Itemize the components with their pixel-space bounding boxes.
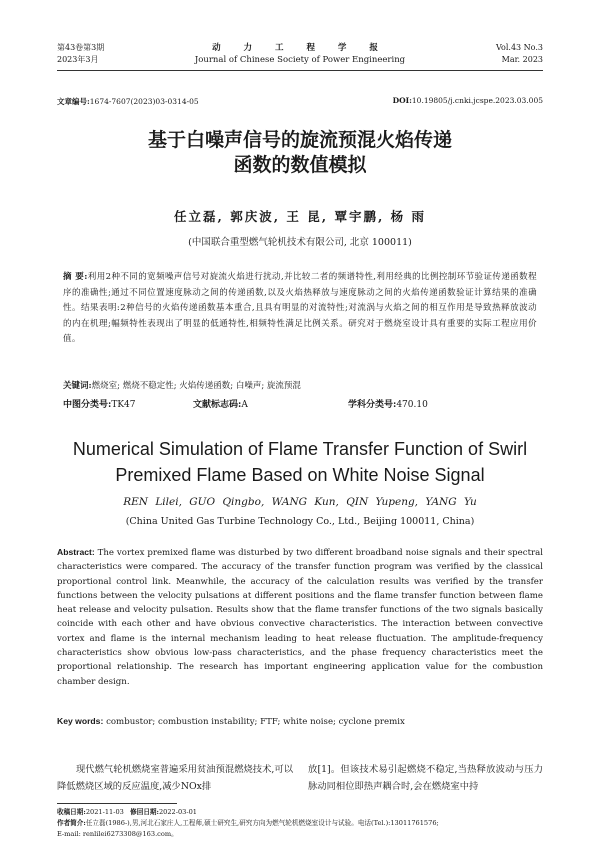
- keywords-cn-text: 燃烧室; 燃烧不稳定性; 火焰传递函数; 白噪声; 旋流预混: [91, 381, 301, 391]
- clc-value: TK47: [111, 400, 136, 410]
- abstract-cn: [63, 270, 537, 348]
- footnote-rule: [57, 803, 177, 804]
- body-column-left: 现代燃气轮机燃烧室普遍采用贫油预混燃烧技术,可以降低燃烧区域的反应温度,减少NOx排: [57, 764, 293, 792]
- affiliation-en: (China United Gas Turbine Technology Co., Ltd., Beijing 100011, China): [125, 516, 475, 527]
- revised-date: 2022-03-01: [158, 808, 197, 816]
- doi-label: DOI:: [392, 96, 412, 105]
- header-rule: [57, 70, 543, 71]
- title-en: [57, 436, 543, 488]
- abstract-en-text: The vortex premixed flame was disturbed by two different broadband noise signals and their spectral characteristics were compared. The accuracy of the transfer function program was verified by the classical proportional control link. Meanwhile, the accuracy of the calculation results was verified by the transfer functions between the velocity pulsations at different positions and the flame transfer function between flame heat release and velocity pulsation. Results show that the flame transfer functions of the two signals basically coincide with each other and have obvious convective characteristics. The interaction between convective vortex and flame is the internal mechanism leading to heat release fluctuation. The amplitude-frequency characteristics show obvious low-pass characteristics, and the phase frequency characteristics meet the proportional relationship. The research has important engineering application value for the combustion chamber design.: [57, 548, 544, 687]
- body-column-right: 放[1]。但该技术易引起燃烧不稳定,当热释放波动与压力脉动同相位即热声耦合时,会在燃烧室中持: [308, 764, 543, 792]
- article-number: [57, 96, 199, 107]
- doc-code: [193, 397, 348, 410]
- authors-en: REN Lilei, GUO Qingbo, WANG Kun, QIN Yupeng, YANG Yu: [123, 496, 477, 508]
- received-date: 2021-11-03: [85, 808, 124, 816]
- volume-en: Vol.43 No.3: [496, 43, 543, 52]
- date-en: Mar. 2023: [501, 55, 543, 64]
- title-cn-line1: 基于白噪声信号的旋流预混火焰传递: [147, 129, 452, 151]
- abstract-en: [57, 545, 543, 689]
- footnote: [57, 807, 543, 840]
- journal-issue-en: [496, 42, 543, 66]
- abstract-cn-label: 摘 要:: [63, 272, 88, 282]
- date-cn: 2023年3月: [57, 55, 99, 64]
- doi: [393, 96, 543, 105]
- classification-line: [63, 397, 537, 410]
- received-label: 收稿日期:: [57, 808, 86, 816]
- journal-name-cn: 动 力 工 程 学 报: [212, 43, 388, 53]
- doc-value: A: [241, 400, 248, 410]
- revised-label: 修回日期:: [130, 808, 159, 816]
- volume-cn: 第43卷第3期: [57, 43, 105, 52]
- authors-cn: 任立磊, 郭庆波, 王 昆, 覃宇鹏, 杨 雨: [173, 209, 427, 224]
- title-cn: [57, 128, 543, 178]
- title-en-line2: Premixed Flame Based on White Noise Signal: [115, 465, 485, 485]
- keywords-en-text: combustor; combustion instability; FTF; white noise; cyclone premix: [106, 717, 405, 727]
- abstract-en-label: Abstract:: [57, 547, 95, 557]
- footnote-dates: [57, 807, 543, 818]
- footnote-author: [57, 818, 543, 829]
- clc-code: [63, 397, 193, 410]
- journal-name-en: Journal of Chinese Society of Power Engineering: [194, 55, 406, 65]
- article-number-label: 文章编号:: [57, 97, 90, 106]
- author-bio-text: 任立磊(1986-),男,河北石家庄人,工程师,硕士研究生,研究方向为燃气轮机燃烧室设计与试验。电话(Tel.):13011761576;: [85, 819, 439, 827]
- doi-value[interactable]: 10.19805/j.cnki.jcspe.2023.03.005: [411, 96, 543, 105]
- keywords-en-label: Key words:: [57, 716, 104, 726]
- keywords-cn: [63, 379, 537, 391]
- subject-value: 470.10: [396, 400, 428, 410]
- footnote-email[interactable]: E-mail: renlilei6273308@163.com。: [57, 830, 178, 838]
- abstract-cn-text: 利用2种不同的宽频噪声信号对旋流火焰进行扰动,并比较二者的频谱特性,利用经典的比例控制环节验证传递函数程序的准确性;通过不同位置速度脉动之间的传递函数,以及火焰热释放与速度脉动之间的火焰传递函数验证计算结果的准确性。结果表明:2种信号的火焰传递函数基本重合,且具有明显的对流特性;对流涡与火焰之间的相互作用是导致热释放波动的内在机理;幅频特性表现出了明显的低通特性,相频特性满足比例关系。研究对于燃烧室设计具有重要的实际工程应用价值。: [63, 272, 537, 344]
- subject-label: 学科分类号:: [348, 400, 397, 410]
- title-cn-line2: 函数的数值模拟: [233, 154, 367, 176]
- article-number-value: 1674-7607(2023)03-0314-05: [89, 97, 199, 106]
- subject-code: [348, 397, 428, 410]
- author-bio-label: 作者简介:: [57, 819, 86, 827]
- keywords-cn-label: 关键词:: [63, 381, 92, 391]
- journal-issue-cn: [57, 42, 104, 66]
- affiliation-cn: (中国联合重型燃气轮机技术有限公司, 北京 100011): [188, 237, 412, 248]
- clc-label: 中图分类号:: [63, 400, 112, 410]
- doc-label: 文献标志码:: [193, 400, 242, 410]
- title-en-line1: Numerical Simulation of Flame Transfer Function of Swirl: [72, 439, 528, 459]
- keywords-en: [57, 716, 543, 727]
- journal-name: [170, 42, 430, 66]
